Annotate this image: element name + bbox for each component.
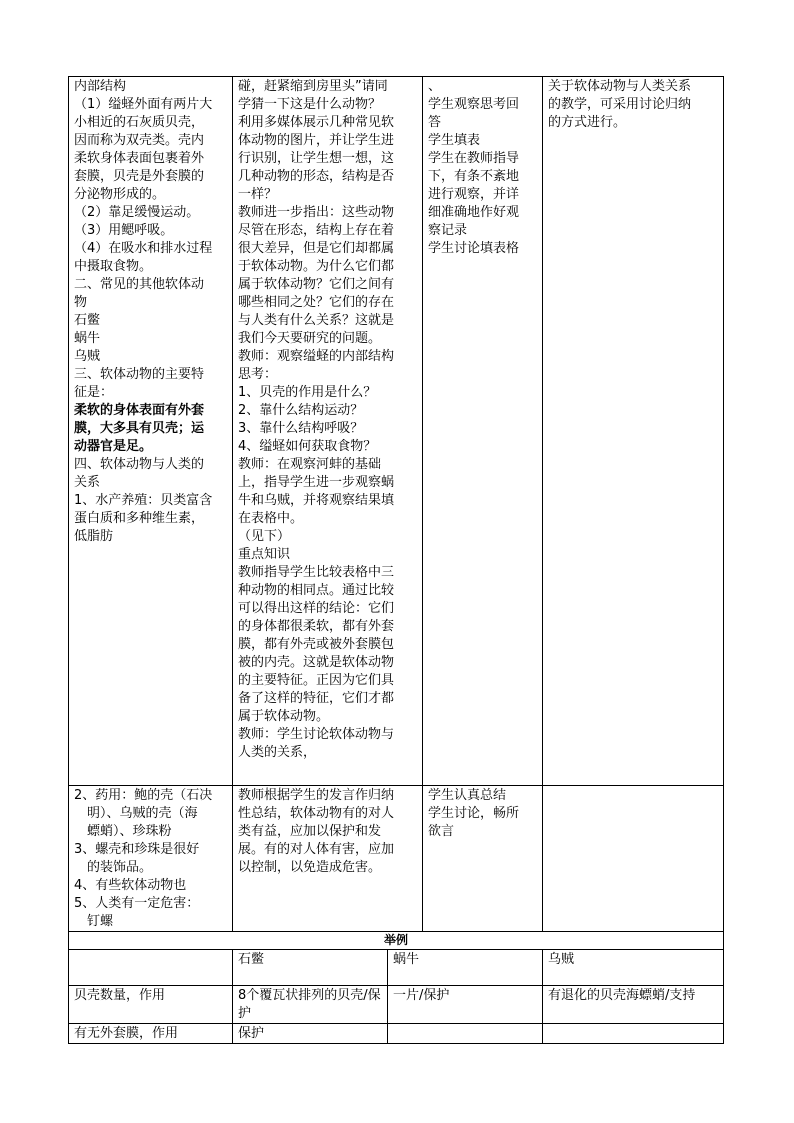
table-cell — [543, 1024, 724, 1044]
text-line: 教师：观察缢蛏的内部结构 — [238, 349, 395, 364]
text-line: 属于软体动物？它们之间有 — [238, 277, 395, 292]
text-line: 下，有条不紊地 — [428, 169, 520, 184]
text-line: 几种动物的形态，结构是否 — [238, 169, 395, 184]
text-line: 1、贝壳的作用是什么？ — [238, 385, 377, 400]
text-line: 以控制，以免造成危害。 — [238, 860, 382, 875]
text-line: 学生认真总结 — [428, 788, 507, 803]
table-cell — [388, 1024, 543, 1044]
text-line: 分泌物形成的。 — [74, 187, 166, 202]
text-line: 的方式进行。 — [548, 115, 627, 130]
row-label: 有无外套膜，作用 — [69, 1024, 233, 1044]
text-line: 教师进一步指出：这些动物 — [238, 205, 395, 220]
text-line: 、 — [428, 79, 442, 94]
student-activity-cell — [423, 77, 543, 786]
example-title-row — [69, 932, 724, 950]
text-line: 教师根据学生的发言作归纳 — [238, 788, 395, 803]
text-line: 教师：学生讨论软体动物与 — [238, 727, 395, 742]
text-line: 柔软身体表面包裹着外 — [74, 151, 205, 166]
header-cell-wuzei: 乌贼 — [543, 950, 724, 986]
text-line: 与人类有什么关系？这就是 — [238, 313, 395, 328]
text-line: 很大差异，但是它们却都属 — [238, 241, 395, 256]
text-line: 中摄取食物。 — [74, 259, 153, 274]
text-line: 征是： — [74, 385, 114, 400]
text-line: 牛和乌贼，并将观察结果填 — [238, 493, 395, 508]
teacher-activity-cell — [233, 786, 423, 932]
text-line: 教师：在观察河蚌的基础 — [238, 457, 382, 472]
text-line: （1）缢蛏外面有两片大 — [74, 97, 213, 112]
text-line: 膜，都有外壳或被外套膜包 — [238, 637, 395, 652]
text-line: 类有益，应加以保护和发 — [238, 824, 382, 839]
text-line: 的教学，可采用讨论归纳 — [548, 97, 692, 112]
text-line: 动器官是足。 — [74, 439, 153, 454]
text-line: 钉螺 — [74, 914, 114, 929]
text-line: 于软体动物。为什么它们都 — [238, 259, 395, 274]
text-line: 二、常见的其他软体动 — [74, 277, 205, 292]
text-line: 学生讨论填表格 — [428, 241, 520, 256]
text-line: 学生在教师指导 — [428, 151, 520, 166]
table-row — [69, 786, 724, 932]
example-header-row — [69, 950, 724, 986]
text-line: 蜗牛 — [74, 331, 101, 346]
text-line: 学猜一下这是什么动物？ — [238, 97, 382, 112]
text-line: 1、水产养殖：贝类富含 — [74, 493, 213, 508]
text-line: 关于软体动物与人类关系 — [548, 79, 692, 94]
text-line: 关系 — [74, 475, 101, 490]
text-line: 思考： — [238, 367, 278, 382]
text-line: 的身体都很柔软，都有外套 — [238, 619, 395, 634]
text-line: 一样？ — [238, 187, 278, 202]
text-line: 体动物的图片，并让学生进 — [238, 133, 395, 148]
text-line: 碰，赶紧缩到房里头”请同 — [238, 79, 388, 94]
text-line: 套膜，贝壳是外套膜的 — [74, 169, 205, 184]
text-line: 三、软体动物的主要特 — [74, 367, 205, 382]
text-line: 利用多媒体展示几种常见软 — [238, 115, 395, 130]
student-activity-cell — [423, 786, 543, 932]
content-cell — [69, 77, 233, 786]
text-line: 2、靠什么结构运动？ — [238, 403, 364, 418]
text-line: 人类的关系， — [238, 745, 317, 760]
text-line: 4、缢蛏如何获取食物？ — [238, 439, 377, 454]
example-table — [68, 931, 724, 1044]
text-line: 学生填表 — [428, 133, 481, 148]
text-line: （见下） — [238, 529, 291, 544]
text-line: 蛋白质和多种维生素， — [74, 511, 205, 526]
text-line: 的装饰品。 — [74, 860, 153, 875]
text-line: 欲言 — [428, 824, 455, 839]
text-line: 小相近的石灰质贝壳， — [74, 115, 205, 130]
text-line: 尽管在形态，结构上存在着 — [238, 223, 395, 238]
table-row — [69, 986, 724, 1024]
text-line: 属于软体动物。 — [238, 709, 330, 724]
table-cell: 保护 — [233, 1024, 388, 1044]
text-line: 2、药用：鲍的壳（石决 — [74, 788, 213, 803]
text-line: 内部结构 — [74, 79, 127, 94]
table-cell: 有退化的贝壳海螵蛸/支持 — [543, 986, 724, 1024]
text-line: （2）靠足缓慢运动。 — [74, 205, 200, 220]
text-line: 进行观察，并详 — [428, 187, 520, 202]
text-line: 备了这样的特征，它们才都 — [238, 691, 395, 706]
content-cell — [69, 786, 233, 932]
text-line: 因而称为双壳类。壳内 — [74, 133, 205, 148]
text-line: 答 — [428, 115, 442, 130]
text-line: 石鳖 — [74, 313, 101, 328]
note-cell — [543, 786, 724, 932]
text-line: 察记录 — [428, 223, 468, 238]
text-line: 柔软的身体表面有外套 — [74, 403, 205, 418]
text-line: 螵蛸）、珍珠粉 — [74, 824, 172, 839]
text-line: 细准确地作好观 — [428, 205, 520, 220]
text-line: 学生讨论，畅所 — [428, 806, 520, 821]
table-row — [69, 77, 724, 786]
text-line: 物 — [74, 295, 88, 310]
text-line: 上，指导学生进一步观察蜗 — [238, 475, 395, 490]
text-line: （3）用鳃呼吸。 — [74, 223, 174, 238]
text-line: 4、有些软体动物也 — [74, 878, 187, 893]
note-cell — [543, 77, 724, 786]
text-line: 性总结，软体动物有的对人 — [238, 806, 395, 821]
example-title: 举例 — [69, 932, 724, 950]
text-line: 种动物的相同点。通过比较 — [238, 583, 395, 598]
table-row — [69, 1024, 724, 1044]
table-cell: 8个覆瓦状排列的贝壳/保护 — [233, 986, 388, 1024]
text-line: 哪些相同之处？它们的存在 — [238, 295, 395, 310]
row-label: 贝壳数量，作用 — [69, 986, 233, 1024]
text-line: 的主要特征。正因为它们具 — [238, 673, 395, 688]
text-line: 学生观察思考回 — [428, 97, 520, 112]
text-line: 重点知识 — [238, 547, 291, 562]
text-line: 5、人类有一定危害： — [74, 896, 200, 911]
table-cell: 一片/保护 — [388, 986, 543, 1024]
text-line: 展。有的对人体有害，应加 — [238, 842, 395, 857]
text-line: 行识别，让学生想一想，这 — [238, 151, 395, 166]
text-line: 膜，大多具有贝壳；运 — [74, 421, 205, 436]
header-cell-woniu: 蜗牛 — [388, 950, 543, 986]
teacher-activity-cell — [233, 77, 423, 786]
text-line: 我们今天要研究的问题。 — [238, 331, 382, 346]
text-line: 3、螺壳和珍珠是很好 — [74, 842, 200, 857]
text-line: （4）在吸水和排水过程 — [74, 241, 213, 256]
text-line: 可以得出这样的结论：它们 — [238, 601, 395, 616]
header-cell-shibie: 石鳖 — [233, 950, 388, 986]
text-line: 四、软体动物与人类的 — [74, 457, 205, 472]
text-line: 明）、乌贼的壳（海 — [74, 806, 198, 821]
text-line: 3、靠什么结构呼吸？ — [238, 421, 364, 436]
header-cell — [69, 950, 233, 986]
text-line: 被的内壳。这就是软体动物 — [238, 655, 395, 670]
text-line: 乌贼 — [74, 349, 101, 364]
text-line: 低脂肪 — [74, 529, 114, 544]
lesson-plan-table — [68, 76, 724, 932]
text-line: 在表格中。 — [238, 511, 304, 526]
text-line: 教师指导学生比较表格中三 — [238, 565, 395, 580]
